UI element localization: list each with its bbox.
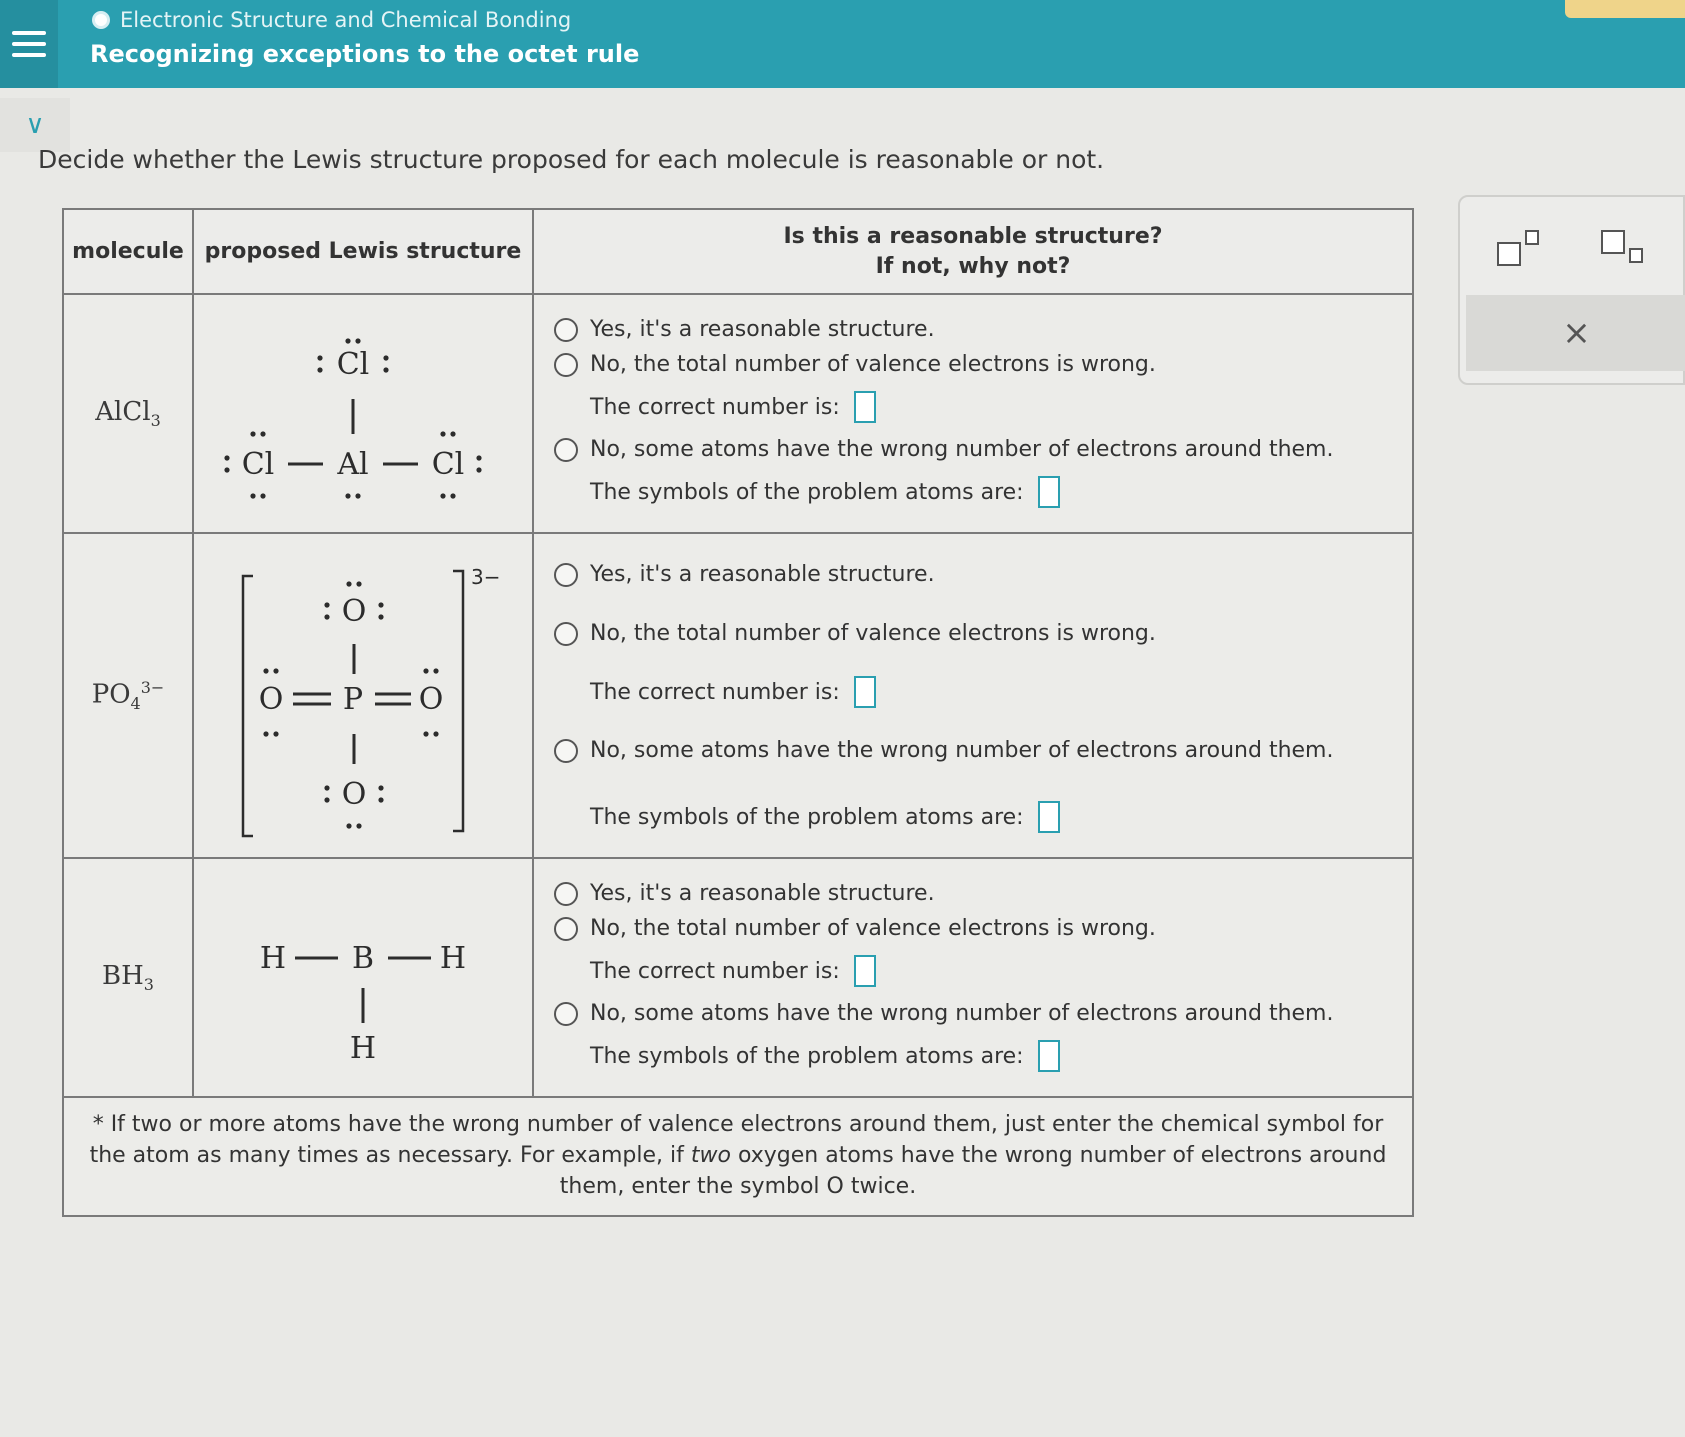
menu-icon[interactable] [0, 0, 58, 88]
radio-button[interactable] [554, 318, 578, 342]
radio-button[interactable] [554, 353, 578, 377]
svg-text:P: P [342, 681, 364, 717]
correct-number-row: The correct number is: [590, 955, 1396, 987]
svg-text:O: O [258, 681, 284, 717]
option-yes[interactable]: Yes, it's a reasonable structure. [554, 317, 1396, 342]
problem-atoms-input[interactable] [1038, 1040, 1060, 1072]
radio-button[interactable] [554, 438, 578, 462]
footnote-row [63, 1097, 1413, 1215]
header-question [533, 209, 1413, 294]
problem-atoms-input[interactable] [1038, 801, 1060, 833]
clear-button[interactable] [1466, 295, 1685, 371]
svg-text:H: H [259, 940, 287, 976]
svg-text:O: O [341, 776, 367, 812]
radio-button[interactable] [554, 622, 578, 646]
lesson-title: Recognizing exceptions to the octet rule [90, 40, 640, 68]
correct-number-row: The correct number is: [590, 676, 1396, 708]
radio-button[interactable] [554, 1002, 578, 1026]
header-lewis: proposed Lewis structure [193, 209, 533, 294]
svg-text:Cl: Cl [431, 446, 465, 482]
lewis-structure-po4 [193, 533, 533, 858]
table-row [63, 858, 1413, 1097]
option-no-total[interactable]: No, the total number of valence electrons is wrong. [554, 621, 1396, 646]
top-accent-tab [1565, 0, 1685, 18]
correct-number-input[interactable] [854, 676, 876, 708]
superscript-icon[interactable] [1496, 227, 1550, 273]
option-no-total[interactable]: No, the total number of valence electrons is wrong. [554, 352, 1396, 377]
footnote: * If two or more atoms have the wrong number of valence electrons around them, just enter the chemical symbol for the atom as many times as necessary. For example, if two oxygen atoms have the wrong number of electrons around them, enter the symbol O twice. [63, 1097, 1413, 1215]
option-yes[interactable]: Yes, it's a reasonable structure. [554, 562, 1396, 587]
lewis-structure-table [62, 208, 1414, 1217]
radio-button[interactable] [554, 563, 578, 587]
correct-number-row: The correct number is: [590, 391, 1396, 423]
svg-text:H: H [439, 940, 467, 976]
progress-dot-icon [92, 11, 110, 29]
subscript-icon[interactable] [1600, 227, 1654, 273]
topic-label: Electronic Structure and Chemical Bonding [120, 8, 572, 32]
molecule-formula: $BH_3$ [63, 858, 193, 1097]
option-no-atoms[interactable]: No, some atoms have the wrong number of electrons around them. [554, 437, 1396, 462]
collapse-toggle[interactable] [0, 98, 70, 152]
header-question-line1: Is this a reasonable structure? [783, 224, 1163, 249]
problem-atoms-row: The symbols of the problem atoms are: [590, 476, 1396, 508]
table-row [63, 294, 1413, 533]
close-icon: × [1562, 313, 1591, 353]
charge-label: 3− [471, 564, 501, 589]
svg-text:B: B [351, 940, 375, 976]
radio-button[interactable] [554, 882, 578, 906]
option-no-atoms[interactable]: No, some atoms have the wrong number of electrons around them. [554, 1001, 1396, 1026]
header-question-line2: If not, why not? [875, 253, 1071, 279]
lewis-atoms [259, 594, 444, 812]
lewis-structure-bh3 [193, 858, 533, 1097]
instruction-text: Decide whether the Lewis structure proposed for each molecule is reasonable or not. [38, 145, 1105, 174]
formatting-palette [1458, 195, 1685, 385]
molecule-formula: $PO_4^{3-}$ [63, 533, 193, 858]
answer-options [533, 294, 1413, 533]
problem-atoms-input[interactable] [1038, 476, 1060, 508]
radio-button[interactable] [554, 917, 578, 941]
problem-atoms-row: The symbols of the problem atoms are: [590, 801, 1396, 833]
lewis-structure-alcl3 [193, 294, 533, 533]
radio-button[interactable] [554, 739, 578, 763]
chevron-down-icon: ∨ [25, 110, 45, 140]
svg-text:O: O [341, 593, 367, 629]
problem-atoms-row: The symbols of the problem atoms are: [590, 1040, 1396, 1072]
svg-text:Cl: Cl [241, 446, 275, 482]
svg-text:Al: Al [337, 446, 369, 482]
correct-number-input[interactable] [854, 391, 876, 423]
answer-options [533, 858, 1413, 1097]
option-yes[interactable]: Yes, it's a reasonable structure. [554, 881, 1396, 906]
table-row [63, 533, 1413, 858]
svg-text:H: H [349, 1030, 377, 1066]
svg-text:O: O [418, 681, 444, 717]
answer-options [533, 533, 1413, 858]
correct-number-input[interactable] [854, 955, 876, 987]
option-no-atoms[interactable]: No, some atoms have the wrong number of electrons around them. [554, 738, 1396, 763]
svg-text:Cl: Cl [336, 346, 370, 382]
molecule-formula: AlCl$_3$ [63, 294, 193, 533]
topic-breadcrumb [92, 8, 571, 32]
top-bar [0, 0, 1685, 88]
option-no-total[interactable]: No, the total number of valence electrons is wrong. [554, 916, 1396, 941]
header-molecule: molecule [63, 209, 193, 294]
